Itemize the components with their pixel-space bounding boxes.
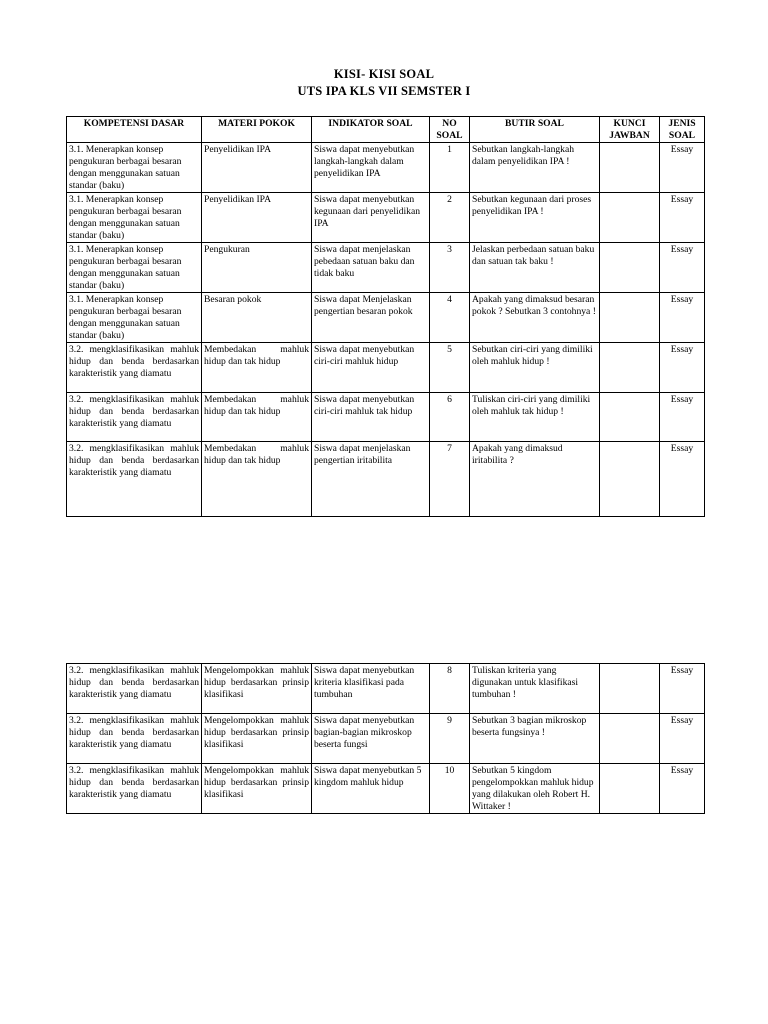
header-indikator-soal: INDIKATOR SOAL [312,117,430,143]
cell-kunci-jawaban [600,293,660,343]
cell-no-soal: 10 [430,764,470,814]
kisi-kisi-table-continued [66,663,705,814]
table-row [67,243,705,293]
cell-no-soal: 4 [430,293,470,343]
cell-butir-soal: Sebutkan langkah-langkah dalam penyelidikan IPA ! [470,143,600,193]
cell-indikator: Siswa dapat menyebutkan ciri-ciri mahluk tak hidup [312,393,430,442]
kisi-kisi-table [66,116,705,517]
cell-kompetensi: 3.2. mengklasifikasikan mahluk hidup dan benda berdasarkan karakteristik yang diamatu [67,764,202,814]
cell-butir-soal: Sebutkan ciri-ciri yang dimiliki oleh mahluk hidup ! [470,343,600,393]
header-jenis-soal: JENIS SOAL [660,117,705,143]
header-butir-soal: BUTIR SOAL [470,117,600,143]
cell-indikator: Siswa dapat menjelaskan pebedaan satuan baku dan tidak baku [312,243,430,293]
cell-kunci-jawaban [600,664,660,714]
cell-indikator: Siswa dapat menyebutkan 5 kingdom mahluk hidup [312,764,430,814]
cell-materi: Penyelidikan IPA [202,143,312,193]
cell-indikator: Siswa dapat menyebutkan kegunaan dari penyelidikan IPA [312,193,430,243]
cell-materi: Mengelompokkan mahluk hidup berdasarkan prinsip klasifikasi [202,764,312,814]
cell-indikator: Siswa dapat Menjelaskan pengertian besaran pokok [312,293,430,343]
cell-kunci-jawaban [600,714,660,764]
cell-indikator: Siswa dapat menyebutkan bagian-bagian mikroskop beserta fungsi [312,714,430,764]
header-no-soal: NO SOAL [430,117,470,143]
cell-materi: Membedakan mahluk hidup dan tak hidup [202,393,312,442]
cell-materi: Mengelompokkan mahluk hidup berdasarkan prinsip klasifikasi [202,664,312,714]
cell-kompetensi: 3.1. Menerapkan konsep pengukuran berbagai besaran dengan menggunakan satuan standar (baku) [67,193,202,243]
cell-kompetensi: 3.2. mengklasifikasikan mahluk hidup dan benda berdasarkan karakteristik yang diamatu [67,343,202,393]
cell-no-soal: 3 [430,243,470,293]
document-title: KISI- KISI SOAL [333,67,435,81]
cell-butir-soal: Jelaskan perbedaan satuan baku dan satuan tak baku ! [470,243,600,293]
cell-jenis-soal: Essay [660,664,705,714]
cell-indikator: Siswa dapat menyebutkan langkah-langkah dalam penyelidikan IPA [312,143,430,193]
cell-jenis-soal: Essay [660,293,705,343]
cell-butir-soal: Tuliskan kriteria yang digunakan untuk klasifikasi tumbuhan ! [470,664,600,714]
cell-no-soal: 1 [430,143,470,193]
cell-no-soal: 6 [430,393,470,442]
table-row [67,764,705,814]
cell-jenis-soal: Essay [660,764,705,814]
cell-jenis-soal: Essay [660,442,705,517]
table-row [67,143,705,193]
cell-kompetensi: 3.2. mengklasifikasikan mahluk hidup dan benda berdasarkan karakteristik yang diamatu [67,442,202,517]
cell-no-soal: 5 [430,343,470,393]
cell-kunci-jawaban [600,764,660,814]
cell-materi: Pengukuran [202,243,312,293]
cell-butir-soal: Tuliskan ciri-ciri yang dimiliki oleh mahluk tak hidup ! [470,393,600,442]
cell-no-soal: 2 [430,193,470,243]
cell-kunci-jawaban [600,243,660,293]
table-row [67,293,705,343]
cell-no-soal: 9 [430,714,470,764]
cell-indikator: Siswa dapat menjelaskan pengertian iritabilita [312,442,430,517]
cell-indikator: Siswa dapat menyebutkan ciri-ciri mahluk hidup [312,343,430,393]
cell-jenis-soal: Essay [660,143,705,193]
cell-butir-soal: Apakah yang dimaksud besaran pokok ? Sebutkan 3 contohnya ! [470,293,600,343]
cell-jenis-soal: Essay [660,343,705,393]
cell-kompetensi: 3.1. Menerapkan konsep pengukuran berbagai besaran dengan menggunakan satuan standar (baku) [67,293,202,343]
cell-materi: Membedakan mahluk hidup dan tak hidup [202,442,312,517]
table-row [67,393,705,442]
cell-jenis-soal: Essay [660,193,705,243]
table-row [67,714,705,764]
cell-butir-soal: Apakah yang dimaksud iritabilita ? [470,442,600,517]
cell-materi: Mengelompokkan mahluk hidup berdasarkan prinsip klasifikasi [202,714,312,764]
cell-kompetensi: 3.2. mengklasifikasikan mahluk hidup dan benda berdasarkan karakteristik yang diamatu [67,714,202,764]
cell-jenis-soal: Essay [660,393,705,442]
cell-butir-soal: Sebutkan 5 kingdom pengelompokkan mahluk hidup yang dilakukan oleh Robert H. Wittaker ! [470,764,600,814]
header-materi-pokok: MATERI POKOK [202,117,312,143]
cell-kompetensi: 3.1. Menerapkan konsep pengukuran berbagai besaran dengan menggunakan satuan standar (baku) [67,143,202,193]
header-kunci-jawaban: KUNCI JAWBAN [600,117,660,143]
cell-materi: Besaran pokok [202,293,312,343]
document-subtitle: UTS IPA KLS VII SEMSTER I [297,84,471,98]
cell-kunci-jawaban [600,343,660,393]
cell-kompetensi: 3.2. mengklasifikasikan mahluk hidup dan benda berdasarkan karakteristik yang diamatu [67,664,202,714]
table-row [67,664,705,714]
cell-kunci-jawaban [600,193,660,243]
cell-jenis-soal: Essay [660,243,705,293]
cell-kunci-jawaban [600,143,660,193]
table-row [67,193,705,243]
cell-kompetensi: 3.2. mengklasifikasikan mahluk hidup dan benda berdasarkan karakteristik yang diamatu [67,393,202,442]
header-kompetensi-dasar: KOMPETENSI DASAR [67,117,202,143]
cell-kunci-jawaban [600,442,660,517]
table-row [67,442,705,517]
cell-kunci-jawaban [600,393,660,442]
table-header-row [67,117,705,143]
table-row [67,343,705,393]
cell-butir-soal: Sebutkan kegunaan dari proses penyelidikan IPA ! [470,193,600,243]
cell-no-soal: 8 [430,664,470,714]
cell-materi: Penyelidikan IPA [202,193,312,243]
cell-kompetensi: 3.1. Menerapkan konsep pengukuran berbagai besaran dengan menggunakan satuan standar (baku) [67,243,202,293]
cell-jenis-soal: Essay [660,714,705,764]
cell-materi: Membedakan mahluk hidup dan tak hidup [202,343,312,393]
cell-no-soal: 7 [430,442,470,517]
cell-butir-soal: Sebutkan 3 bagian mikroskop beserta fungsinya ! [470,714,600,764]
cell-indikator: Siswa dapat menyebutkan kriteria klasifikasi pada tumbuhan [312,664,430,714]
